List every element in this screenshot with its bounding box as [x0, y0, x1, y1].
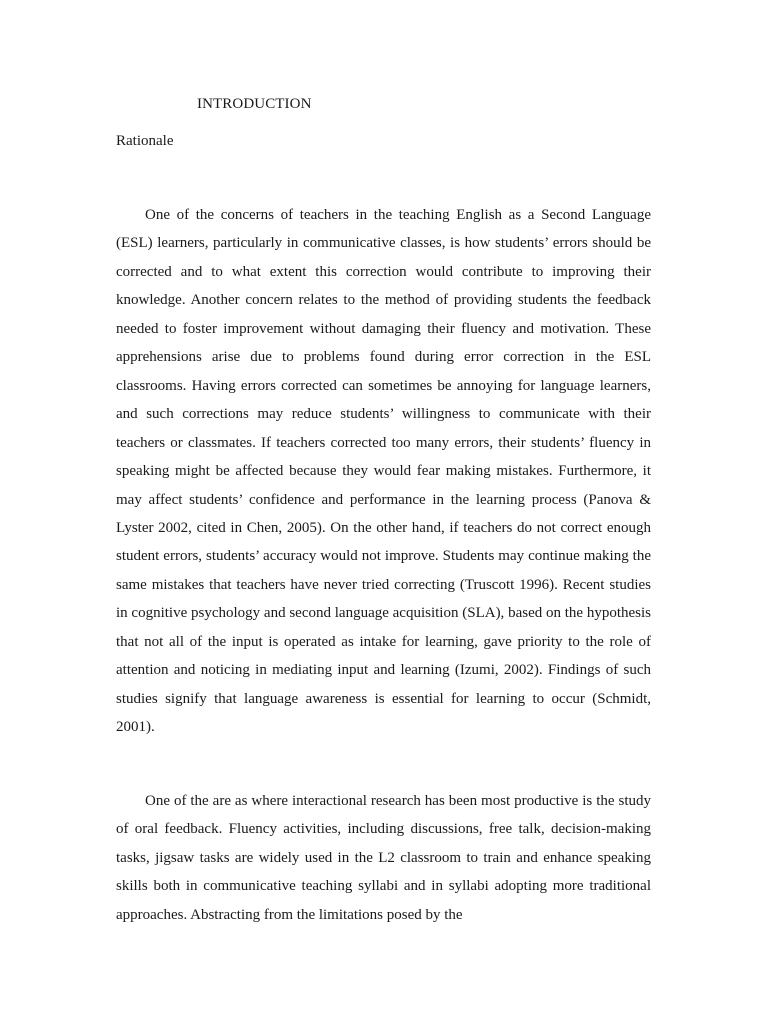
subsection-heading: Rationale	[116, 133, 174, 149]
section-heading: INTRODUCTION	[197, 96, 312, 112]
body-paragraph-2: One of the are as where interactional research has been most productive is the study of oral feedback. Fluency activities, including discussions, free talk, decision-making tasks, jigsaw tasks are widely used in the L2 classroom to train and enhance speaking skills both in communicative teaching syllabi and in syllabi adopting more traditional approaches. Abstracting from the limitations posed by the	[116, 793, 651, 923]
body-paragraph-1: One of the concerns of teachers in the teaching English as a Second Language (ESL) learners, particularly in communicative classes, is how students’ errors should be corrected and to what extent this correction would contribute to improving their knowledge. Another concern relates to the method of providing students the feedback needed to foster improvement without damaging their fluency and motivation. These apprehensions arise due to problems found during error correction in the ESL classrooms. Having errors corrected can sometimes be annoying for language learners, and such corrections may reduce students’ willingness to communicate with their teachers or classmates. If teachers corrected too many errors, their students’ fluency in speaking might be affected because they would fear making mistakes. Furthermore, it may affect students’ confidence and performance in the learning process (Panova & Lyster 2002, cited in Chen, 2005). On the other hand, if teachers do not correct enough student errors, students’ accuracy would not improve. Students may continue making the same mistakes that teachers have never tried correcting (Truscott 1996). Recent studies in cognitive psychology and second language acquisition (SLA), based on the hypothesis that not all of the input is operated as intake for learning, gave priority to the role of attention and noticing in mediating input and learning (Izumi, 2002). Findings of such studies signify that language awareness is essential for learning to occur (Schmidt, 2001).	[116, 207, 651, 736]
